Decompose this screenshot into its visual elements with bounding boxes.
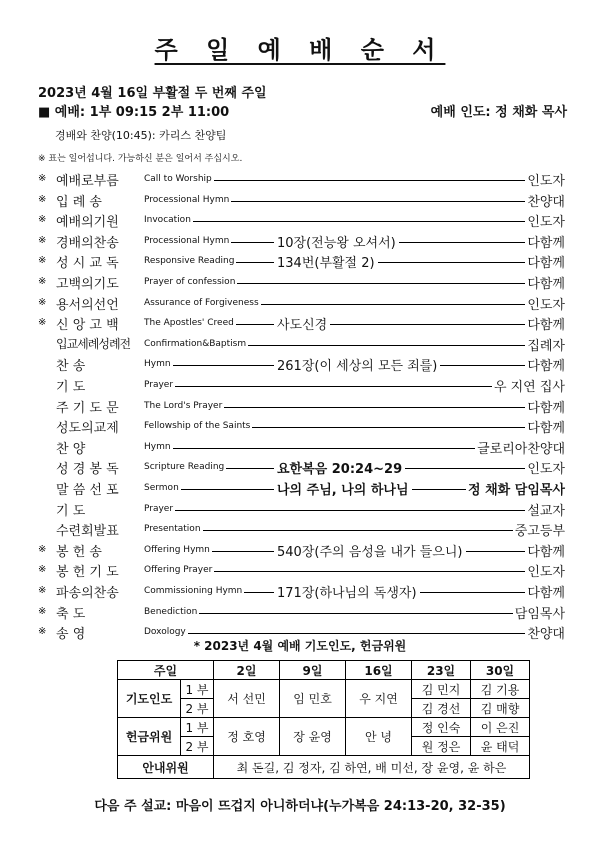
table-cell: 정 인숙 <box>412 718 471 737</box>
table-cell: 원 정은 <box>412 737 471 756</box>
part-cell: 2 부 <box>181 737 214 756</box>
order-item <box>38 355 565 374</box>
order-item <box>38 541 565 560</box>
table-cell: 김 경선 <box>412 699 471 718</box>
stand-mark: ※ <box>38 564 47 576</box>
order-item-english: Processional Hymn <box>144 194 230 205</box>
table-cell: 임 민호 <box>280 680 346 718</box>
stand-mark: ※ <box>38 585 47 596</box>
order-item-english: Sermon <box>144 483 179 493</box>
order-item-responsible: 담임목사 <box>513 603 565 622</box>
leader-line <box>193 221 525 222</box>
stand-mark: ※ <box>38 543 47 555</box>
order-item-detail: 나의 주님, 나의 하나님 <box>274 479 412 498</box>
order-item-responsible: 인도자 <box>525 170 565 189</box>
table-cell: 안 녕 <box>346 718 412 756</box>
order-item-english: Call to Worship <box>144 174 212 184</box>
order-item-responsible: 찬양대 <box>525 191 565 210</box>
order-item <box>38 252 565 271</box>
order-item-title: 파송의찬송 <box>56 586 119 601</box>
order-item-english: Offering Hymn <box>144 544 210 555</box>
row-label: 기도인도 <box>118 680 181 718</box>
leader-line <box>231 201 525 202</box>
table-row <box>118 756 530 779</box>
stand-mark: ※ <box>38 255 47 267</box>
order-item <box>38 294 565 313</box>
part-cell: 1 부 <box>181 680 214 699</box>
order-item-title: 축 도 <box>56 606 86 622</box>
order-item-english: Benediction <box>144 606 198 617</box>
order-item <box>38 376 565 395</box>
order-item <box>38 500 565 519</box>
order-item-responsible: 글로리아찬양대 <box>475 438 565 457</box>
stand-mark: ※ <box>38 234 47 246</box>
order-item <box>38 561 565 580</box>
leader-line <box>248 345 525 346</box>
order-item-title: 수련회발표 <box>56 524 119 540</box>
order-item-title: 주 기 도 문 <box>56 400 119 416</box>
order-item-title: 신 앙 고 백 <box>56 318 119 334</box>
order-item-responsible: 인도자 <box>525 211 565 230</box>
order-item-responsible: 인도자 <box>525 561 565 580</box>
order-item-detail: 사도신경 <box>274 314 330 333</box>
leader-line <box>261 304 525 305</box>
leader-line <box>175 386 492 387</box>
order-item <box>38 479 565 498</box>
table-cell: 정 호영 <box>214 718 280 756</box>
leader-line <box>173 448 475 449</box>
order-item-title: 봉 헌 기 도 <box>56 565 119 581</box>
stand-mark: ※ <box>38 173 47 184</box>
order-item-detail: 540장(주의 음성을 내가 들으니) <box>274 541 466 560</box>
service-date: 2023년 4월 16일 부활절 두 번째 주일 <box>38 86 267 101</box>
order-item-english: Hymn <box>144 441 171 452</box>
order-item-title: 용서의선언 <box>56 297 119 313</box>
order-item <box>38 232 565 251</box>
order-item-title: 기 도 <box>56 503 86 519</box>
worship-leader: 예배 인도: 정 채화 목사 <box>430 105 567 120</box>
leader-line <box>203 530 513 531</box>
leader-line <box>214 571 525 572</box>
table-row <box>118 680 530 699</box>
order-item-english: Scripture Reading <box>144 462 225 473</box>
order-item-detail: 134번(부활절 2) <box>274 252 378 271</box>
order-item-responsible: 다함께 <box>525 252 565 271</box>
order-item <box>38 211 565 230</box>
order-item-english: Doxology <box>144 627 186 638</box>
date-cell: 16일 <box>346 661 412 680</box>
leader-line <box>199 613 513 614</box>
order-item-responsible: 우 지연 집사 <box>492 376 565 395</box>
order-item-responsible: 찬양대 <box>525 623 565 642</box>
date-cell: 2일 <box>214 661 280 680</box>
order-item-title: 말 씀 선 포 <box>56 483 119 498</box>
table-cell: 서 선민 <box>214 680 280 718</box>
order-item-english: Assurance of Forgiveness <box>144 297 259 308</box>
table-cell: 김 매향 <box>471 699 530 718</box>
order-item-title: 경배의찬송 <box>56 235 119 251</box>
stand-mark: ※ <box>38 605 47 617</box>
order-item-responsible: 정 채화 담임목사 <box>466 479 565 498</box>
order-item <box>38 520 565 539</box>
order-item-title: 고백의기도 <box>56 277 119 292</box>
order-item <box>38 273 565 292</box>
service-times: ■ 예배: 1부 09:15 2부 11:00 <box>38 105 230 120</box>
stand-mark: ※ <box>38 626 47 638</box>
leader-line <box>237 283 525 284</box>
order-item-responsible: 다함께 <box>525 541 565 560</box>
order-item <box>38 397 565 416</box>
table-cell: 이 은진 <box>471 718 530 737</box>
stand-mark: ※ <box>38 296 47 308</box>
table-cell: 김 기용 <box>471 680 530 699</box>
order-item-english: Hymn <box>144 359 171 370</box>
order-item-responsible: 다함께 <box>525 582 565 601</box>
order-item-english: Responsive Reading <box>144 256 235 267</box>
table-cell: 우 지연 <box>346 680 412 718</box>
row-label: 안내위원 <box>118 756 214 779</box>
order-item-responsible: 다함께 <box>525 232 565 251</box>
order-item <box>38 335 565 354</box>
order-item-responsible: 다함께 <box>525 355 565 374</box>
order-item-english: The Lord's Prayer <box>144 400 223 411</box>
prayer-offering-table <box>117 660 530 779</box>
order-item-title: 봉 헌 송 <box>56 544 102 560</box>
order-item-title: 송 영 <box>56 627 86 643</box>
order-item-title: 찬 송 <box>56 359 86 375</box>
order-item-responsible: 중고등부 <box>513 520 565 539</box>
order-item <box>38 438 565 457</box>
order-item-english: Commissioning Hymn <box>144 586 243 596</box>
table-row <box>118 661 530 680</box>
stand-mark: ※ <box>38 193 47 205</box>
order-item-english: Fellowship of the Saints <box>144 421 251 432</box>
order-item-detail: 171장(하나님의 독생자) <box>274 582 420 601</box>
order-item-english: Invocation <box>144 215 191 226</box>
page-title: 주 일 예 배 순 서 <box>154 36 446 64</box>
order-item-english: The Apostles' Creed <box>144 318 234 329</box>
order-item-title: 입교세례성례전 <box>56 336 131 351</box>
order-item-responsible: 설교자 <box>525 500 565 519</box>
date-cell: 23일 <box>412 661 471 680</box>
order-item-responsible: 다함께 <box>525 417 565 436</box>
order-item-title: 성 시 교 독 <box>56 256 119 272</box>
order-item-detail: 요한복음 20:24~29 <box>274 458 405 477</box>
leader-line <box>188 633 525 634</box>
order-item-title: 예배로부름 <box>56 174 119 189</box>
order-item-title: 성도의교제 <box>56 421 119 437</box>
standing-note: ※ 표는 일어섭니다. 가능하신 분은 일어서 주십시오. <box>38 154 243 164</box>
table-row <box>118 718 530 737</box>
order-item-title: 예배의기원 <box>56 215 119 231</box>
order-item-title: 기 도 <box>56 380 86 395</box>
order-item-title: 찬 양 <box>56 441 86 457</box>
order-item <box>38 603 565 622</box>
stand-mark: ※ <box>38 214 47 226</box>
date-cell: 9일 <box>280 661 346 680</box>
order-item-responsible: 다함께 <box>525 397 565 416</box>
order-item-english: Offering Prayer <box>144 565 213 576</box>
order-item-english: Prayer <box>144 503 174 514</box>
order-item-responsible: 집례자 <box>525 335 565 354</box>
order-item-detail: 10장(전능왕 오셔서) <box>274 232 399 251</box>
header-cell: 주일 <box>118 661 214 680</box>
order-item <box>38 191 565 210</box>
stand-mark: ※ <box>38 317 47 329</box>
order-item-english: Processional Hymn <box>144 235 230 246</box>
stand-mark: ※ <box>38 276 47 287</box>
order-item <box>38 314 565 333</box>
part-cell: 2 부 <box>181 699 214 718</box>
row-label: 헌금위원 <box>118 718 181 756</box>
part-cell: 1 부 <box>181 718 214 737</box>
order-item <box>38 458 565 477</box>
order-item-title: 성 경 봉 독 <box>56 462 119 478</box>
order-item-title: 입 례 송 <box>56 194 102 210</box>
order-item-english: Presentation <box>144 524 201 535</box>
leader-line <box>224 407 525 408</box>
order-item <box>38 170 565 189</box>
next-sermon: 다음 주 설교: 마음이 뜨겁지 아니하더냐(누가복음 24:13-20, 32-35) <box>94 799 506 814</box>
leader-line <box>175 510 525 511</box>
table-cell: 윤 태덕 <box>471 737 530 756</box>
praise-team: 경배와 찬양(10:45): 카리스 찬양팀 <box>55 129 227 142</box>
order-item-responsible: 다함께 <box>525 273 565 292</box>
table-cell: 김 민지 <box>412 680 471 699</box>
ushers-cell: 최 돈길, 김 정자, 김 하연, 배 미선, 장 윤영, 윤 하은 <box>214 756 530 779</box>
order-item-english: Prayer <box>144 380 174 390</box>
date-cell: 30일 <box>471 661 530 680</box>
order-item-english: Confirmation&Baptism <box>144 338 247 349</box>
leader-line <box>214 180 525 181</box>
order-item <box>38 417 565 436</box>
order-item-english: Prayer of confession <box>144 277 236 287</box>
leader-line <box>252 427 525 428</box>
table-title: * 2023년 4월 예배 기도인도, 헌금위원 <box>193 639 407 653</box>
order-item <box>38 582 565 601</box>
order-item-responsible: 인도자 <box>525 294 565 313</box>
order-item-detail: 261장(이 세상의 모든 죄를) <box>274 355 440 374</box>
order-item-responsible: 인도자 <box>525 458 565 477</box>
order-item-responsible: 다함께 <box>525 314 565 333</box>
table-cell: 장 윤영 <box>280 718 346 756</box>
